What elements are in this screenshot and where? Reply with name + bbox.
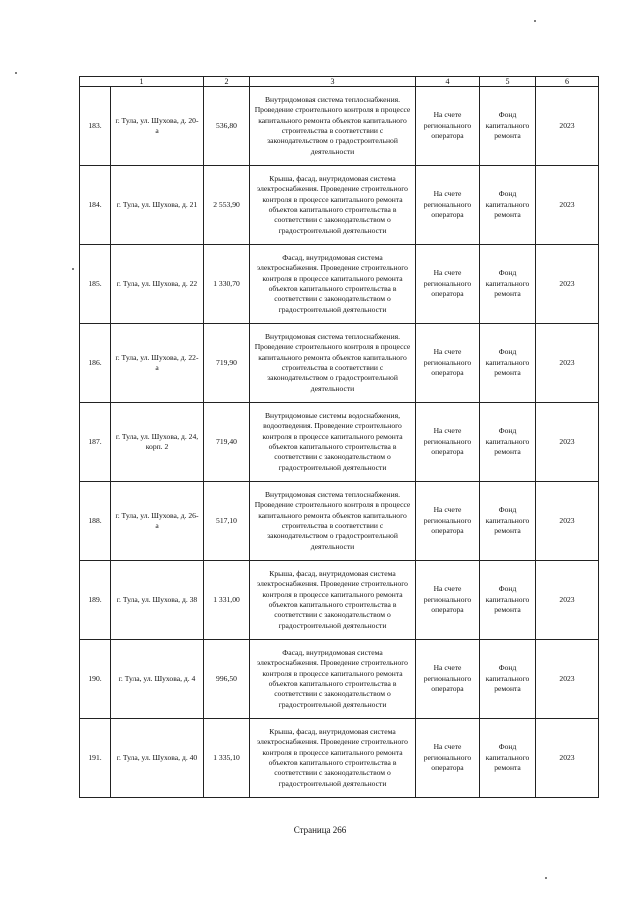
year-cell: 2023 <box>536 166 599 245</box>
row-number: 183. <box>80 87 111 166</box>
year-cell: 2023 <box>536 403 599 482</box>
row-number: 190. <box>80 640 111 719</box>
year-cell: 2023 <box>536 719 599 798</box>
area-cell: 719,90 <box>204 324 250 403</box>
funding-source-cell: Фонд капитального ремонта <box>480 245 536 324</box>
column-header: 5 <box>480 77 536 87</box>
table-row <box>80 640 599 719</box>
table-row <box>80 482 599 561</box>
column-header: 2 <box>204 77 250 87</box>
column-header: 3 <box>250 77 416 87</box>
address-cell: г. Тула, ул. Шухова, д. 22-а <box>111 324 204 403</box>
scan-speck <box>545 877 547 879</box>
year-cell: 2023 <box>536 324 599 403</box>
funding-source-cell: Фонд капитального ремонта <box>480 482 536 561</box>
row-number: 184. <box>80 166 111 245</box>
column-number-row <box>80 77 599 87</box>
works-cell: Фасад, внутридомовая система электроснабжения. Проведение строительного контроля в процессе капитального ремонта объектов капитального строительства в соответствии с законодательством о градостроительной деятельности <box>250 245 416 324</box>
address-cell: г. Тула, ул. Шухова, д. 24, корп. 2 <box>111 403 204 482</box>
account-cell: На счете регионального оператора <box>416 482 480 561</box>
funding-source-cell: Фонд капитального ремонта <box>480 640 536 719</box>
row-number: 188. <box>80 482 111 561</box>
area-cell: 2 553,90 <box>204 166 250 245</box>
works-cell: Крыша, фасад, внутридомовая система электроснабжения. Проведение строительного контроля в процессе капитального ремонта объектов капитального строительства в соответствии с законодательством о градостроительной деятельности <box>250 719 416 798</box>
table-row <box>80 719 599 798</box>
works-table <box>79 76 599 798</box>
funding-source-cell: Фонд капитального ремонта <box>480 324 536 403</box>
row-number: 186. <box>80 324 111 403</box>
area-cell: 1 331,00 <box>204 561 250 640</box>
column-header: 6 <box>536 77 599 87</box>
address-cell: г. Тула, ул. Шухова, д. 40 <box>111 719 204 798</box>
address-cell: г. Тула, ул. Шухова, д. 4 <box>111 640 204 719</box>
account-cell: На счете регионального оператора <box>416 403 480 482</box>
table-row <box>80 166 599 245</box>
works-cell: Внутридомовые системы водоснабжения, водоотведения. Проведение строительного контроля в процессе капитального ремонта объектов капитального строительства в соответствии с законодательством о градостроительной деятельности <box>250 403 416 482</box>
works-cell: Фасад, внутридомовая система электроснабжения. Проведение строительного контроля в процессе капитального ремонта объектов капитального строительства в соответствии с законодательством о градостроительной деятельности <box>250 640 416 719</box>
works-cell: Крыша, фасад, внутридомовая система электроснабжения. Проведение строительного контроля в процессе капитального ремонта объектов капитального строительства в соответствии с законодательством о градостроительной деятельности <box>250 166 416 245</box>
page-number: Страница 266 <box>293 825 347 835</box>
funding-source-cell: Фонд капитального ремонта <box>480 166 536 245</box>
year-cell: 2023 <box>536 561 599 640</box>
area-cell: 996,50 <box>204 640 250 719</box>
year-cell: 2023 <box>536 482 599 561</box>
address-cell: г. Тула, ул. Шухова, д. 38 <box>111 561 204 640</box>
account-cell: На счете регионального оператора <box>416 245 480 324</box>
works-cell: Внутридомовая система теплоснабжения. Проведение строительного контроля в процессе капитального ремонта объектов капитального строительства в соответствии с законодательством о градостроительной деятельности <box>250 482 416 561</box>
column-header: 1 <box>80 77 204 87</box>
works-cell: Крыша, фасад, внутридомовая система электроснабжения. Проведение строительного контроля в процессе капитального ремонта объектов капитального строительства в соответствии с законодательством о градостроительной деятельности <box>250 561 416 640</box>
row-number: 189. <box>80 561 111 640</box>
column-header: 4 <box>416 77 480 87</box>
account-cell: На счете регионального оператора <box>416 719 480 798</box>
table-row <box>80 324 599 403</box>
row-number: 187. <box>80 403 111 482</box>
row-number: 185. <box>80 245 111 324</box>
table-row <box>80 245 599 324</box>
account-cell: На счете регионального оператора <box>416 166 480 245</box>
area-cell: 517,10 <box>204 482 250 561</box>
area-cell: 719,40 <box>204 403 250 482</box>
account-cell: На счете регионального оператора <box>416 87 480 166</box>
table-row <box>80 561 599 640</box>
funding-source-cell: Фонд капитального ремонта <box>480 719 536 798</box>
address-cell: г. Тула, ул. Шухова, д. 22 <box>111 245 204 324</box>
scan-speck <box>15 72 17 74</box>
funding-source-cell: Фонд капитального ремонта <box>480 403 536 482</box>
address-cell: г. Тула, ул. Шухова, д. 20-а <box>111 87 204 166</box>
year-cell: 2023 <box>536 87 599 166</box>
area-cell: 536,80 <box>204 87 250 166</box>
account-cell: На счете регионального оператора <box>416 324 480 403</box>
scan-speck <box>72 268 74 270</box>
scan-speck <box>534 20 536 22</box>
year-cell: 2023 <box>536 640 599 719</box>
address-cell: г. Тула, ул. Шухова, д. 21 <box>111 166 204 245</box>
funding-source-cell: Фонд капитального ремонта <box>480 561 536 640</box>
funding-source-cell: Фонд капитального ремонта <box>480 87 536 166</box>
year-cell: 2023 <box>536 245 599 324</box>
address-cell: г. Тула, ул. Шухова, д. 26-а <box>111 482 204 561</box>
area-cell: 1 335,10 <box>204 719 250 798</box>
account-cell: На счете регионального оператора <box>416 561 480 640</box>
table-row <box>80 87 599 166</box>
works-cell: Внутридомовая система теплоснабжения. Проведение строительного контроля в процессе капитального ремонта объектов капитального строительства в соответствии с законодательством о градостроительной деятельности <box>250 324 416 403</box>
area-cell: 1 330,70 <box>204 245 250 324</box>
row-number: 191. <box>80 719 111 798</box>
works-cell: Внутридомовая система теплоснабжения. Проведение строительного контроля в процессе капитального ремонта объектов капитального строительства в соответствии с законодательством о градостроительной деятельности <box>250 87 416 166</box>
table-row <box>80 403 599 482</box>
account-cell: На счете регионального оператора <box>416 640 480 719</box>
